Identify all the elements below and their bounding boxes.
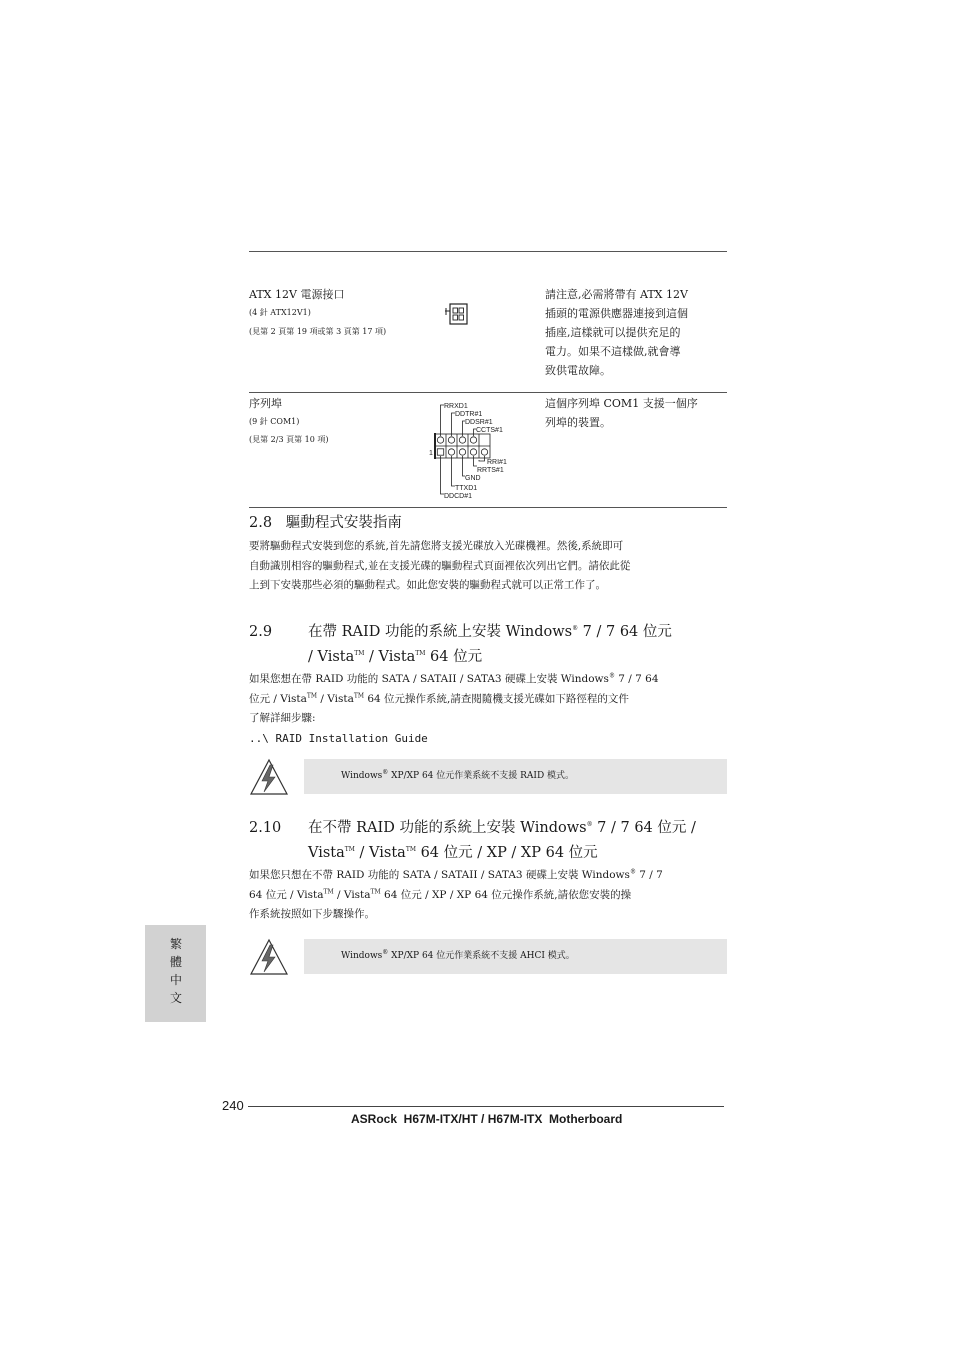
top-rule [249,251,727,252]
footer-rule [248,1106,724,1107]
trademark-mark: TM [353,692,364,699]
registered-mark: ® [586,821,593,829]
body-text: 64 位元 / Vista [249,888,324,901]
body-line: 自動識別相容的驅動程式,並在支援光碟的驅動程式頁面裡依次列出它們。請依此從 [249,559,631,572]
ahci-note-text [341,948,575,961]
title-text: 7 / 7 64 位元 [578,624,672,640]
pin-label-rri1: RRI#1 [487,459,507,466]
trademark-mark: TM [415,650,426,658]
body-text: 位元 / Vista [249,692,307,705]
title-text: / Vista [354,845,406,861]
atx12v-title: ATX 12V 電源接口 [249,288,345,301]
pin-label-ddtr1: DDTR#1 [455,411,483,418]
body-text: / Vista [333,888,371,901]
trademark-mark: TM [344,846,355,854]
atx12v-note-line: 請注意,必需將帶有 ATX 12V [545,288,688,301]
serial-title: 序列埠 [249,397,282,410]
body-line: 上到下安裝那些必須的驅動程式。如此您安裝的驅動程式就可以正常工作了。 [249,579,606,591]
pin-label-ccts1: CCTS#1 [476,427,503,434]
section-2-10-title-line1 [308,816,696,841]
table-bottom-rule [249,507,727,508]
trademark-mark: TM [370,888,381,895]
title-text: 7 / 7 64 位元 / [592,820,696,836]
pin-label-ddsr1: DDSR#1 [465,419,493,426]
title-text: / Vista [308,649,355,665]
atx12v-connector-diagram [444,302,470,326]
language-tab-label: 繁體中文 [169,937,182,1005]
trademark-mark: TM [323,888,334,895]
atx12v-note-line: 插座,這樣就可以提供充足的 [545,326,681,339]
note-text: Windows [341,951,383,961]
title-text: 64 位元 [425,649,483,665]
title-text: 在帶 RAID 功能的系統上安裝 Windows [308,624,573,640]
registered-mark: ® [382,769,389,776]
note-text: XP/XP 64 位元作業系統不支援 RAID 模式。 [388,771,575,781]
section-2-8-body [249,537,729,596]
body-line: 作系統按照如下步驟操作。 [249,908,375,920]
footer-product-name: ASRock H67M-ITX/HT / H67M-ITX Motherboard [351,1112,623,1126]
trademark-mark: TM [405,846,416,854]
pin-label-gnd: GND [465,475,481,482]
section-2-10-body [249,866,729,925]
section-2-9-body [249,670,729,748]
serial-note-line: 這個序列埠 COM1 支援一個序 [545,397,698,410]
note-text: XP/XP 64 位元作業系統不支援 AHCI 模式。 [388,951,575,961]
serial-note-line: 列埠的裝置。 [545,416,611,429]
raid-guide-path: ..\ RAID Installation Guide [249,731,428,745]
serial-ref: (見第 2/3 頁第 10 項) [249,435,329,444]
row-divider [249,392,727,393]
pin-label-rrts1: RRTS#1 [477,467,504,474]
language-side-tab [145,925,206,1022]
trademark-mark: TM [354,650,365,658]
body-line [249,690,729,710]
body-text: 7 / 7 64 [614,673,659,685]
pin-one-marker: 1 [429,450,433,457]
body-text: 7 / 7 [635,869,663,881]
section-2-10-number: 2.10 [249,820,282,836]
note-text: Windows [341,771,383,781]
warning-lightning-icon [248,757,290,797]
section-2-10-title-line2 [308,841,598,866]
registered-mark: ® [572,625,579,633]
title-text: / Vista [364,649,416,665]
body-text: 64 位元 / XP / XP 64 位元操作系統,請依您安裝的操 [380,888,632,901]
body-text: 如果您只想在不帶 RAID 功能的 SATA / SATAII / SATA3 硬碟上安裝 Windows [249,869,630,881]
body-line: 要將驅動程式安裝到您的系統,首先請您將支援光碟放入光碟機裡。然後,系統即可 [249,540,624,552]
atx12v-note-line: 電力。如果不這樣做,就會導 [545,345,681,358]
title-text: 64 位元 / XP / XP 64 位元 [415,845,598,861]
com-header-diagram [428,398,518,502]
atx12v-note-line: 插頭的電源供應器連接到這個 [545,307,688,320]
trademark-mark: TM [306,692,317,699]
pin-label-rrxd1: RRXD1 [444,403,468,410]
body-text: / Vista [317,692,354,705]
atx12v-note [545,285,688,380]
serial-note [545,394,698,432]
body-line [249,670,729,690]
registered-mark: ® [382,949,389,956]
serial-pins: (9 針 COM1) [249,417,300,426]
title-text: 在不帶 RAID 功能的系統上安裝 Windows [308,820,587,836]
body-line [249,886,729,906]
registered-mark: ® [608,672,615,680]
body-line: 了解詳細步驟: [249,712,316,724]
ahci-note-box [304,939,727,974]
body-text: 64 位元操作系統,請查閱隨機支援光碟如下路徑程的文件 [364,692,629,705]
raid-note-box [304,759,727,794]
atx12v-ref: (見第 2 頁第 19 項或第 3 頁第 17 項) [249,327,387,336]
pin-label-ttxd1: TTXD1 [455,485,478,492]
section-2-9-title-line2 [308,645,482,670]
title-text: Vista [308,845,345,861]
warning-lightning-icon [248,937,290,977]
section-2-9-title-line1 [308,620,672,645]
registered-mark: ® [629,868,636,876]
section-2-8-heading: 2.8 驅動程式安裝指南 [249,515,402,531]
atx12v-pins: (4 針 ATX12V1) [249,308,311,317]
raid-note-text [341,768,574,781]
atx12v-note-line: 致供電故障。 [545,364,611,377]
body-text: 如果您想在帶 RAID 功能的 SATA / SATAII / SATA3 硬碟上安裝 Windows [249,673,609,685]
pin-label-ddcd1: DDCD#1 [444,493,473,500]
body-line [249,866,729,886]
section-2-9-number: 2.9 [249,624,273,640]
page-number: 240 [222,1098,244,1113]
